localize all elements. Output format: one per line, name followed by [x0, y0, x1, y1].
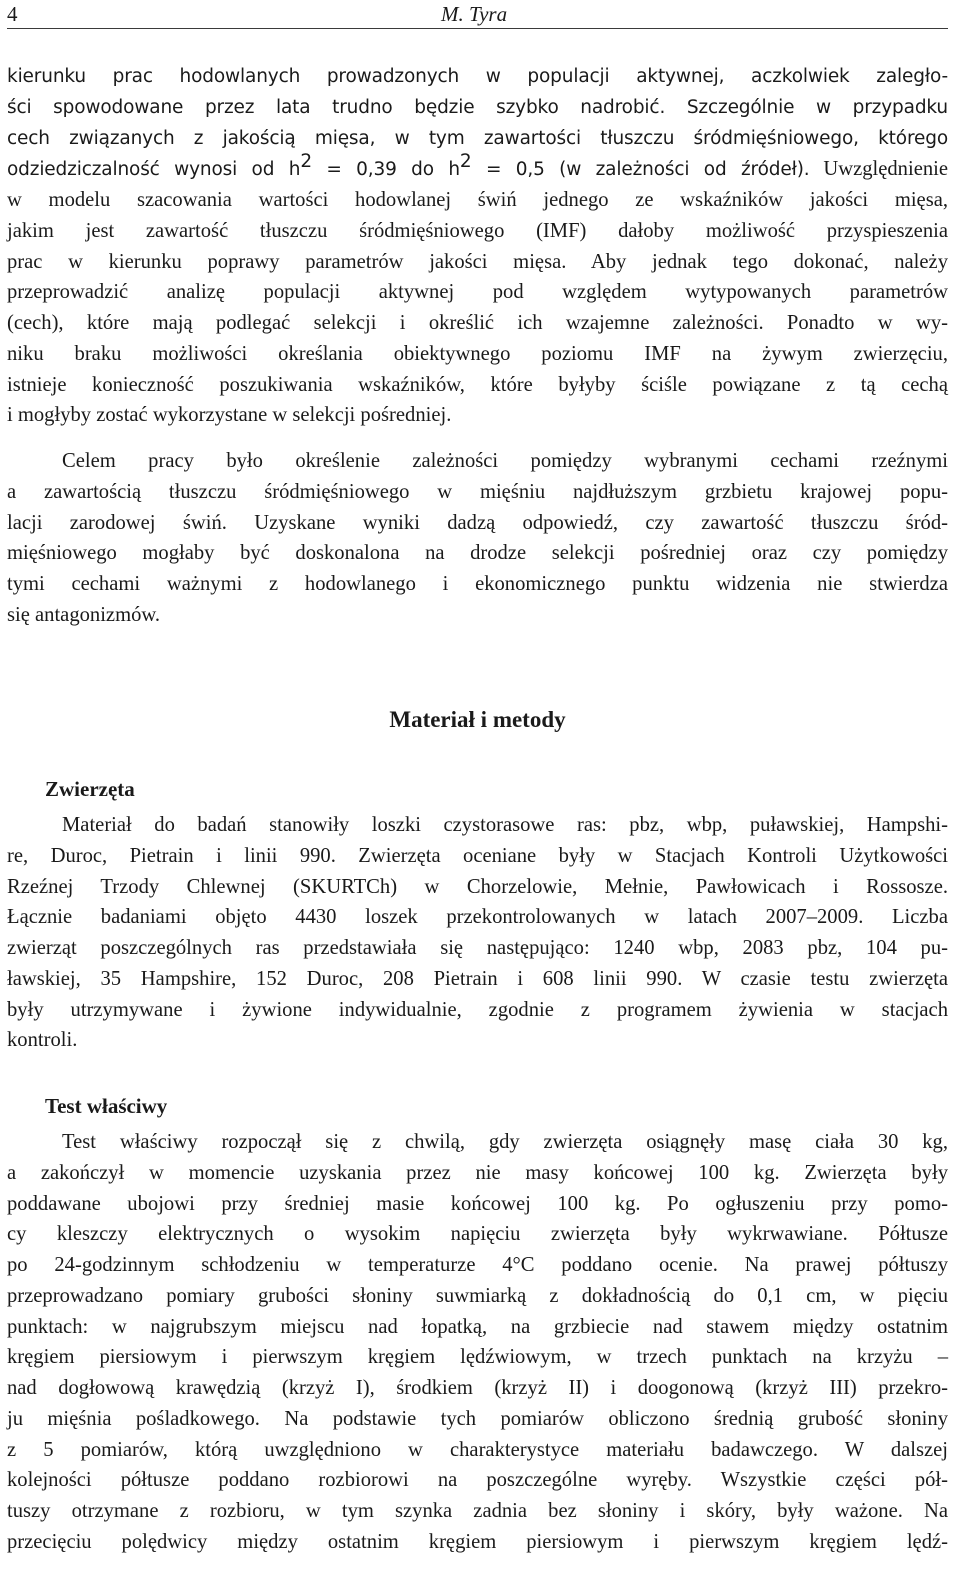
intro-paragraph-1 [7, 62, 948, 431]
text-fragment: Uwzględnienie [809, 158, 948, 181]
superscript: 2 [459, 151, 472, 173]
subheading-animals: Zwierzęta [45, 777, 135, 801]
heritability-text: odziedziczalność wynosi od h [7, 159, 301, 181]
text-line: cech związanych z jakością mięsa, w tym zawartości tłuszczu śródmięśniowego, którego [7, 127, 948, 149]
text-line: ju mięśnia pośladkowego. Na podstawie tych pomiarów obliczono średnią grubość słoniny [7, 1407, 948, 1430]
superscript: 2 [300, 151, 312, 173]
test-paragraph [7, 1127, 948, 1558]
text-line: Test właściwy rozpoczął się z chwilą, gdy zwierzęta osiągnęły masę ciała 30 kg, [62, 1131, 948, 1153]
text-line: z 5 pomiarów, którą uwzględniono w charakterystyce materiału badawczego. W dalszej [7, 1438, 948, 1461]
running-header [7, 0, 948, 29]
text-line: poddawane ubojowi przy średniej masie końcowej 100 kg. Po ogłuszeniu przy pomo- [7, 1192, 948, 1215]
text-line: były utrzymywane i żywione indywidualnie, zgodnie z programem żywienia w stacjach [7, 998, 948, 1021]
text-line: Rzeźnej Trzody Chlewnej (SKURTCh) w Chorzelowie, Mełnie, Pawłowicach i Rossosze. [7, 875, 948, 898]
text-line: (cech), które mają podlegać selekcji i określić ich wzajemne zależności. Ponadto w wy- [7, 312, 948, 334]
running-title: M. Tyra [441, 2, 508, 26]
text-line: re, Duroc, Pietrain i linii 990. Zwierzęta oceniane były w Stacjach Kontroli Użytkowości [7, 844, 948, 867]
intro-paragraph-2 [7, 446, 948, 631]
text-line: przeprowadzano pomiary grubości słoniny suwmiarką z dokładnością do 0,1 cm, w pięciu [7, 1284, 948, 1307]
text-line: tuszy otrzymane z rozbioru, w tym szynka zadnia bez słoniny i skóry, były ważone. Na [7, 1500, 948, 1522]
text-line: a zakończył w momencie uzyskania przez nie masy końcowej 100 kg. Zwierzęta były [7, 1161, 948, 1184]
animals-paragraph [7, 810, 948, 1056]
page-number: 4 [7, 2, 18, 26]
heritability-text: = 0,39 do h [311, 159, 460, 181]
text-line: przecięciu polędwicy między ostatnim kręgiem piersiowym i pierwszym kręgiem lędź- [7, 1530, 948, 1553]
heritability-text: = 0,5 (w zależności od źródeł). [471, 159, 810, 181]
text-line: mięśniowego mogłaby być doskonalona na drodze selekcji pośredniej oraz czy pomiędzy [7, 542, 948, 565]
text-line: kontroli. [7, 1029, 78, 1052]
text-line: niku braku możliwości określania obiektywnego poziomu IMF na żywym zwierzęciu, [7, 342, 948, 365]
text-line: Łącznie badaniami objęto 4430 loszek przekontrolowanych w latach 2007–2009. Liczba [7, 906, 948, 929]
text-line: ści spowodowane przez lata trudno będzie szybko nadrobić. Szczególnie w przypadku [7, 96, 948, 118]
section-heading: Materiał i metody [389, 707, 566, 732]
page [7, 0, 948, 1553]
text-line: po 24-godzinnym schłodzeniu w temperaturze 4°C poddano ocenie. Na prawej półtuszy [7, 1254, 948, 1276]
text-line: i mogłyby zostać wykorzystane w selekcji pośredniej. [7, 404, 452, 427]
text-line: kierunku prac hodowlanych prowadzonych w populacji aktywnej, aczkolwiek zaległo- [7, 66, 948, 87]
text-line: tymi cechami ważnymi z hodowlanego i ekonomicznego punktu widzenia nie stwierdza [7, 573, 948, 595]
text-line: w modelu szacowania wartości hodowlanej świń jednego ze wskaźników jakości mięsa, [7, 189, 948, 211]
text-line: zwierząt poszczególnych ras przedstawiała się następująco: 1240 wbp, 2083 pbz, 104 pu- [7, 937, 948, 959]
text-line: Materiał do badań stanowiły loszki czystorasowe ras: pbz, wbp, puławskiej, Hampshi- [62, 814, 948, 836]
text-line: kolejności półtusze poddano rozbiorowi na poszczególne wyręby. Wszystkie części pół- [7, 1469, 948, 1492]
text-line: Celem pracy było określenie zależności pomiędzy wybranymi cechami rzeźnymi [62, 450, 948, 472]
text-line: nad dogłowową krawędzią (krzyż I), środkiem (krzyż II) i doogonową (krzyż III) przekro- [7, 1377, 948, 1399]
subheading-test: Test właściwy [45, 1094, 168, 1118]
text-line: się antagonizmów. [7, 603, 161, 626]
text-line: jakim jest zawartość tłuszczu śródmięśniowego (IMF) dałoby możliwość przyspieszenia [7, 219, 948, 242]
text-line: ławskiej, 35 Hampshire, 152 Duroc, 208 Pietrain i 608 linii 990. W czasie testu zwierzęta [7, 967, 948, 990]
text-line: cy kleszczy elektrycznych o wysokim napięciu zwierzęta były wykrwawiane. Półtusze [7, 1223, 948, 1246]
text-line: istnieje konieczność poszukiwania wskaźników, które byłyby ściśle powiązane z tą cechą [7, 373, 948, 396]
text-line: punktach: w najgrubszym miejscu nad łopatką, na grzbiecie nad stawem między ostatnim [7, 1315, 948, 1338]
text-line: a zawartością tłuszczu śródmięśniowego w mięśniu najdłuższym grzbietu krajowej popu- [7, 480, 948, 503]
text-line: lacji zarodowej świń. Uzyskane wyniki dadzą odpowiedź, czy zawartość tłuszczu śród- [7, 511, 948, 534]
text-line-heritability [7, 151, 948, 185]
text-line: przeprowadzić analizę populacji aktywnej pod względem wytypowanych parametrów [7, 281, 948, 304]
text-line: kręgiem piersiowym i pierwszym kręgiem lędźwiowym, w trzech punktach na krzyżu – [7, 1346, 948, 1369]
text-line: prac w kierunku poprawy parametrów jakości mięsa. Aby jednak tego dokonać, należy [7, 250, 948, 273]
